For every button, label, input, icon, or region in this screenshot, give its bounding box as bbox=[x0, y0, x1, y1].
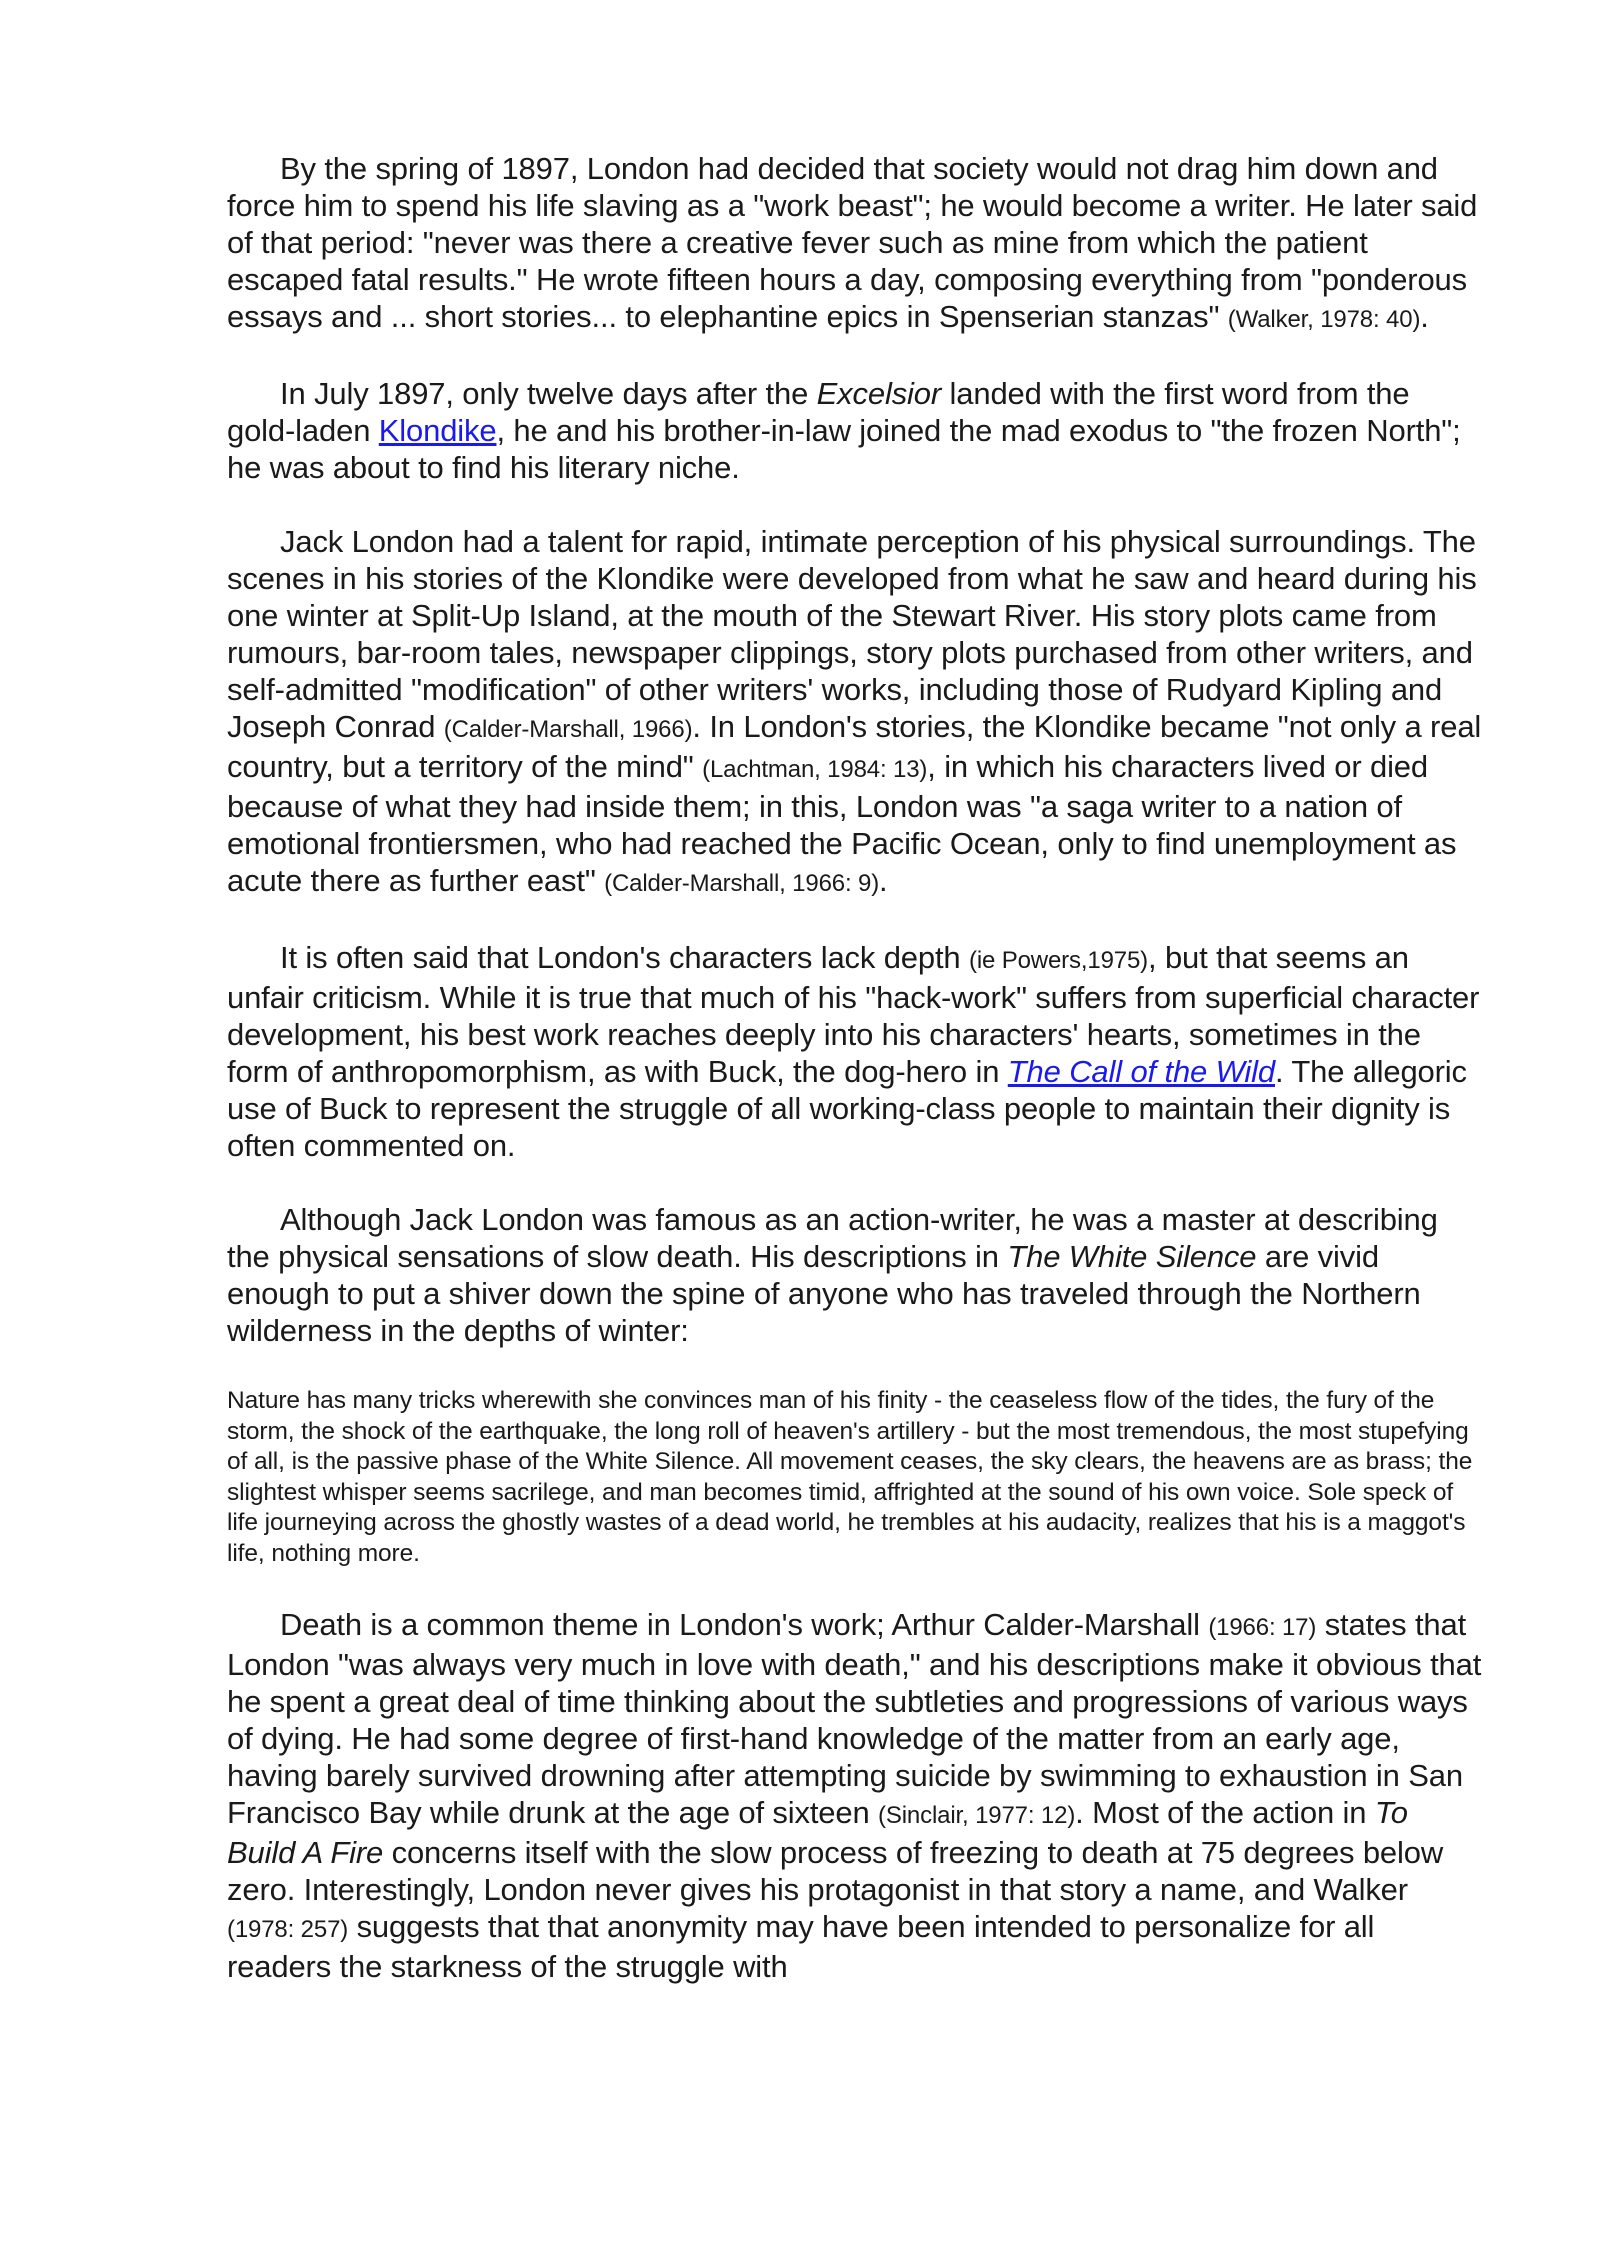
paragraph-text: . bbox=[1420, 299, 1429, 334]
paragraph-text: . In London's stories, the Klondike became "not only a real country, but a territory of the mind" bbox=[227, 709, 1482, 784]
italic-title: To Build A Fire bbox=[227, 1795, 1408, 1870]
paragraph-text: In July 1897, only twelve days after the bbox=[280, 376, 817, 411]
paragraph-slow-death bbox=[227, 1201, 1482, 1349]
paragraph-perception bbox=[227, 523, 1482, 902]
paragraph-text: Death is a common theme in London's work; Arthur Calder-Marshall bbox=[280, 1607, 1209, 1642]
paragraph-death-theme bbox=[227, 1606, 1482, 1985]
paragraph-text: It is often said that London's characters lack depth bbox=[280, 940, 969, 975]
call-of-the-wild-link[interactable] bbox=[1008, 1054, 1275, 1089]
paragraph-writer-decision bbox=[227, 150, 1482, 338]
citation: (ie Powers,1975) bbox=[969, 947, 1149, 974]
citation: (Calder-Marshall, 1966: 9) bbox=[604, 870, 880, 897]
citation: (Walker, 1978: 40) bbox=[1227, 306, 1421, 333]
paragraph-text: , he and his brother-in-law joined the mad exodus to "the frozen North"; he was about to find his literary niche. bbox=[227, 413, 1461, 485]
paragraph-text: . bbox=[879, 863, 888, 898]
paragraph-text: states that London "was always very much in love with death," and his descriptions make it obvious that he spent a great deal of time thinking about the subtleties and progressions of various ways of dying. He had some degree of first-hand knowledge of the matter from an early age, having barely survived drowning after attempting suicide by swimming to exhaustion in San Francisco Bay while drunk at the age of sixteen bbox=[227, 1607, 1482, 1830]
citation: (Calder-Marshall, 1966) bbox=[443, 716, 693, 743]
citation: (1978: 257) bbox=[227, 1916, 349, 1943]
paragraph-klondike-exodus bbox=[227, 375, 1482, 486]
klondike-link[interactable]: Klondike bbox=[378, 413, 497, 448]
paragraph-text: landed with the first word from the gold-laden bbox=[227, 376, 1410, 448]
paragraph-text: suggests that that anonymity may have been intended to personalize for all readers the starkness of the struggle with bbox=[227, 1909, 1375, 1984]
paragraph-text: . The allegoric use of Buck to represent the struggle of all working-class people to maintain their dignity is often commented on. bbox=[227, 1054, 1467, 1163]
italic-title: The White Silence bbox=[1007, 1239, 1257, 1274]
citation: (Sinclair, 1977: 12) bbox=[878, 1802, 1076, 1829]
italic-title: Excelsior bbox=[816, 376, 942, 411]
paragraph-text: Although Jack London was famous as an action-writer, he was a master at describing the physical sensations of slow death. His descriptions in bbox=[227, 1202, 1438, 1274]
paragraph-character-depth bbox=[227, 939, 1482, 1164]
paragraph-text: , in which his characters lived or died because of what they had inside them; in this, London was "a saga writer to a nation of emotional frontiersmen, who had reached the Pacific Ocean, only to find unemployment as acute there as further east" bbox=[227, 749, 1457, 898]
paragraph-text: Jack London had a talent for rapid, intimate perception of his physical surroundings. The scenes in his stories of the Klondike were developed from what he saw and heard during his one winter at Split-Up Island, at the mouth of the Stewart River. His story plots came from rumours, bar-room tales, newspaper clippings, story plots purchased from other writers, and self-admitted "modification" of other writers' works, including those of Rudyard Kipling and Joseph Conrad bbox=[227, 524, 1477, 744]
paragraph-text: . Most of the action in bbox=[1075, 1795, 1375, 1830]
document-page bbox=[227, 150, 1482, 2022]
citation: (Lachtman, 1984: 13) bbox=[702, 756, 928, 783]
paragraph-text: are vivid enough to put a shiver down the spine of anyone who has traveled through the Northern wilderness in the depths of winter: bbox=[227, 1239, 1421, 1348]
paragraph-text: concerns itself with the slow process of freezing to death at 75 degrees below zero. Interestingly, London never gives his protagonist in that story a name, and Walker bbox=[227, 1835, 1444, 1907]
paragraph-text: , but that seems an unfair criticism. While it is true that much of his "hack-work" suffers from superficial character development, his best work reaches deeply into his characters' hearts, sometimes in the form of anthropomorphism, as with Buck, the dog-hero in bbox=[227, 940, 1480, 1089]
paragraph-text: By the spring of 1897, London had decided that society would not drag him down and force him to spend his life slaving as a "work beast"; he would become a writer. He later said of that period: "never was there a creative fever such as mine from which the patient escaped fatal results." He wrote fifteen hours a day, composing everything from "ponderous essays and ... short stories... to elephantine epics in Spenserian stanzas" bbox=[227, 151, 1478, 334]
citation: (1966: 17) bbox=[1208, 1614, 1317, 1641]
link-italic-text: The Call of the Wild bbox=[1007, 1054, 1275, 1089]
block-quote: Nature has many tricks wherewith she convinces man of his finity - the ceaseless flow of the tides, the fury of the storm, the shock of the earthquake, the long roll of heaven's artillery - but the most tremendous, the most stupefying of all, is the passive phase of the White Silence. All movement ceases, the sky clears, the heavens are as brass; the slightest whisper seems sacrilege, and man becomes timid, affrighted at the sound of his own voice. Sole speck of life journeying across the ghostly wastes of a dead world, he trembles at his audacity, realizes that his is a maggot's life, nothing more. bbox=[227, 1387, 1473, 1567]
